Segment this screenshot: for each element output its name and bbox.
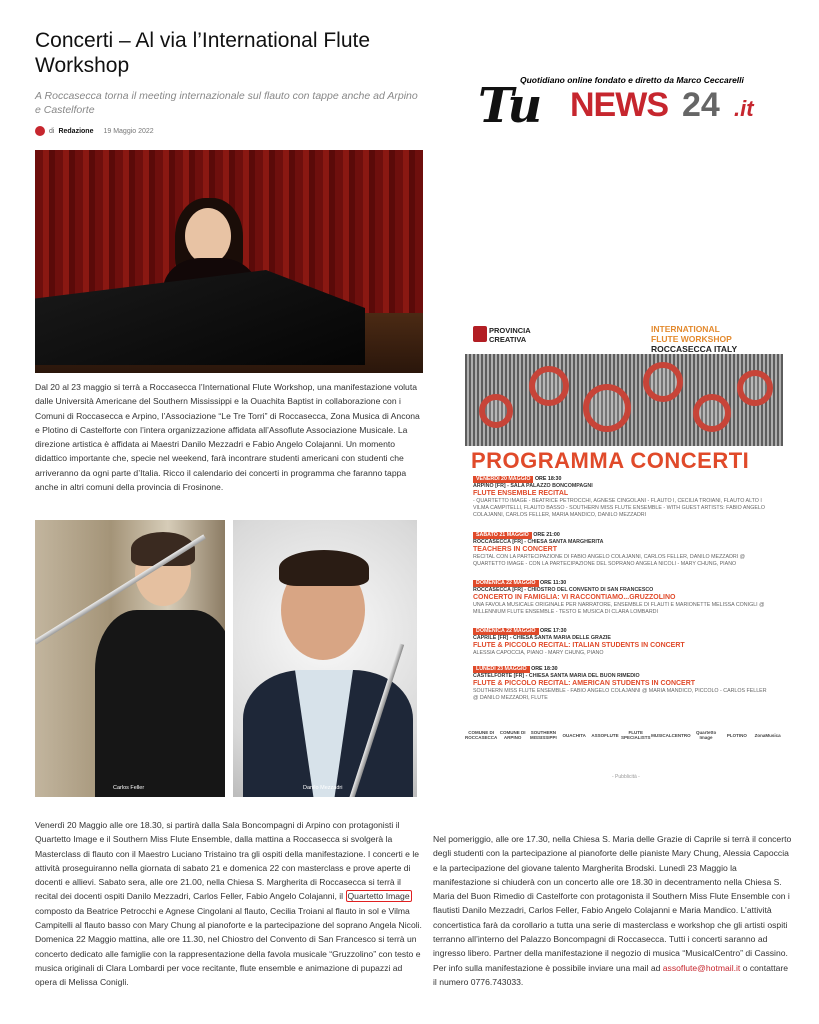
event-title: FLUTE ENSEMBLE RECITAL <box>473 489 569 497</box>
photo-piano <box>35 270 365 365</box>
poster-org: PROVINCIA CREATIVA <box>489 326 531 344</box>
advertising-label: - Pubblicità - <box>612 774 640 780</box>
poster-event-title: INTERNATIONAL FLUTE WORKSHOP <box>651 324 732 344</box>
event-location: CAPRILE [FR] - CHIESA SANTA MARIA DELLE GRAZIE <box>473 634 611 641</box>
site-logo[interactable] <box>478 72 778 132</box>
poster-event <box>473 580 773 616</box>
logo-tagline <box>520 75 744 85</box>
event-location: CASTELFORTE [FR] - CHIESA SANTA MARIA DEL BUON RIMEDIO <box>473 672 640 679</box>
sponsor-logo: SOUTHERN MISSISSIPPI <box>530 730 557 740</box>
left-text-a: Venerdì 20 Maggio alle ore 18.30, si partirà dalla Sala Boncompagni di Arpino con protagonisti il Quartetto Image e il Southern Miss Flute Ensemble, dalla mattina a Roccasecca si svolgerà la Masterclass di flauto con il Maestro Luciano Tristaino tra gli ospiti della manifestazione. I concerti e le attività proseguiranno nella giornata di sabato 21 e domenica 22 con masterclass e prove aperte di docenti e allievi. Sabato sera, alle ore 21.00, nella Chiesa S. Margherita di Roccasecca si terrà il recital dei docenti ospiti Danilo Mezzadri, Carlos Feller, Fabio Angelo Colajanni, il <box>35 820 420 902</box>
event-details: RECITAL CON LA PARTECIPAZIONE DI FABIO ANGELO COLAJANNI, CARLOS FELLER, DANILO MEZZADRI @ QUARTETTO IMAGE - CON LA PARTECIPAZIONE DEL SOPRANO ANGELA NICOLI - MARY CHUNG, PIANO <box>473 554 746 567</box>
right-text-b: o contattare il numero 0776.743033. <box>433 962 789 987</box>
event-time: ORE 21:00 <box>533 532 560 538</box>
email-link[interactable]: assoflute@hotmail.it <box>662 962 741 973</box>
event-title: FLUTE & PICCOLO RECITAL: AMERICAN STUDENTS IN CONCERT <box>473 679 696 687</box>
concert-program-poster <box>465 320 783 764</box>
logo-24: 24 <box>682 86 720 124</box>
photo-danilo-mezzadri <box>233 520 417 797</box>
dm-hair <box>279 550 369 586</box>
event-details: ALESSIA CAPOCCIA, PIANO - MARY CHUNG, PIANO <box>473 650 604 657</box>
event-time: ORE 18:30 <box>534 476 562 482</box>
art-ring <box>583 384 631 432</box>
sponsor-logo: MUSICALCENTRO <box>651 732 691 738</box>
intro-paragraph: Dal 20 al 23 maggio si terrà a Roccasecca l’International Flute Workshop, una manifestazione voluta dalle Università Americane del Southern Mississippi e la Ouachita Baptist in collaborazione con i Comuni di Roccasecca e Arpino, l’Associazione “Le Tre Torri” di Roccasecca, Zona Musica di Ancona e Plotino di Castelforte con l’intera organizzazione affidata all’Assoflute Associazione Musicale. La direzione artistica è affidata ai Maestri Danilo Mezzadri e Fabio Angelo Colajanni. Un momento didattico importante che, specie nel weekend, farà incontrare studenti americani con studenti che arriveranno da ogni parte d’Italia. Ricco il calendario dei concerti in programma che faranno tappa anche in altri comuni della provincia di Frosinone. <box>35 382 420 493</box>
art-ring <box>479 394 513 428</box>
provincia-creativa-icon <box>473 326 487 342</box>
sponsor-logo: FLUTE SPECIALISTS <box>621 730 651 740</box>
publish-date: 19 Maggio 2022 <box>103 127 154 135</box>
byline <box>35 126 154 136</box>
art-ring <box>643 362 683 402</box>
logo-tu: Tu <box>478 78 541 134</box>
poster-place: ROCCASECCA ITALY <box>651 344 738 354</box>
sponsor-logos <box>465 712 783 758</box>
event-time: ORE 17:30 <box>540 628 567 634</box>
body-paragraph-right <box>433 832 793 989</box>
caption-danilo-mezzadri: Danilo Mezzadri <box>303 785 343 791</box>
photo-face <box>185 208 231 264</box>
cf-body <box>95 610 225 797</box>
sponsor-logo: ASSOFLUTE <box>591 732 619 738</box>
sponsor-logo: COMUNE DI ARPINO <box>499 730 526 740</box>
event-day: LUNEDÌ 23 MAGGIO <box>473 666 530 673</box>
event-day: SABATO 21 MAGGIO <box>473 532 532 539</box>
event-day: DOMENICA 22 MAGGIO <box>473 628 539 635</box>
left-text-b: composto da Beatrice Petrocchi e Agnese Cingolani al flauto, Cecilia Troiani al flauto in sol e Vilma Campitelli al flauto basso con Mary Chung al pianoforte e la partecipazione del soprano Angela Nicoli. Domenica 22 Maggio mattina, alle ore 11.30, nel Chiostro del Convento di San Francesco si terrà un concerto dedicato alle famiglie con la rappresentazione della favola musicale “Gruzzolino” con testo e musica originali di Clara Lombardi per voce recitante, flute ensemble e animazione di pupazzi ad opera di Melissa Conigli. <box>35 905 422 988</box>
sponsor-logo: Quartetto Image <box>695 730 717 740</box>
event-location: ROCCASECCA [FR] - CHIESA SANTA MARGHERITA <box>473 538 604 545</box>
event-location: ROCCASECCA [FR] - CHIOSTRO DEL CONVENTO DI SAN FRANCESCO <box>473 586 654 593</box>
tagline-founder: Marco Ceccarelli <box>676 75 744 85</box>
sponsor-logo: COMUNE DI ROCCASECCA <box>465 730 498 740</box>
photo-carlos-feller <box>35 520 225 797</box>
logo-it: .it <box>734 96 754 121</box>
poster-event <box>473 476 773 518</box>
event-details: SOUTHERN MISS FLUTE ENSEMBLE - FABIO ANGELO COLAJANNI @ MARIA MANDICO, PICCOLO - CARLOS FELLER @ DANILO MEZZADRI, FLUTE <box>473 688 767 701</box>
event-details: UNA FAVOLA MUSICALE ORIGINALE PER NARRATORE, ENSEMBLE DI FLAUTI E MARIONETTE MELISSA CONIGLI @ MILLENNIUM FLUTE ENSEMBLE - TESTO E MUSICA DI CLARA LOMBARDI <box>473 602 765 615</box>
event-location: ARPINO [FR] - SALA PALAZZO BONCOMPAGNI <box>473 482 593 489</box>
poster-flute-art <box>465 354 783 446</box>
poster-event <box>473 628 773 657</box>
body-paragraph-left <box>35 818 425 990</box>
art-ring <box>529 366 569 406</box>
right-text-a: Nel pomeriggio, alle ore 17.30, nella Chiesa S. Maria delle Grazie di Caprile si terrà il concerto degli studenti con la partecipazione al pianoforte delle pianiste Mary Chung, Alessia Capoccia e la partecipazione del giovane talento Margherita Brodski. Lunedì 23 Maggio la manifestazione si chiuderà con un concerto alle ore 18.30 in decentramento nella Chiesa S. Maria del Buon Rimedio di Castelforte con protagonista il Southern Miss Flute Ensemble con i flautisti Danilo Mezzadri, Carlos Feller, Fabio Angelo Colajanni e Maria Mandico. L’attività concertistica farà da corollario a tutta una serie di masterclass e workshop che gli artisti ospiti terranno all’interno del Palazzo Boncompagni di Roccasecca. Tutti i concerti saranno ad ingresso libero. Partner della manifestazione il negozio di musica “MusicalCentro” di Cassino. Per info sulla manifestazione è possibile inviare una mail ad <box>433 834 792 973</box>
article-subtitle: A Roccasecca torna il meeting internazionale sul flauto con tappe anche ad Arpino e Castelforte <box>35 90 418 116</box>
poster-event <box>473 666 773 702</box>
sponsor-logo: ZonaMusica <box>754 732 781 738</box>
caption-carlos-feller: Carlos Feller <box>113 785 145 791</box>
author-avatar[interactable] <box>35 126 45 136</box>
poster-event <box>473 532 773 568</box>
event-time: ORE 11:30 <box>540 580 567 586</box>
tagline-text: Quotidiano online fondato e diretto da <box>520 75 674 85</box>
art-ring <box>693 394 731 432</box>
by-prefix: di <box>49 127 55 135</box>
event-time: ORE 18:30 <box>531 666 558 672</box>
event-title: FLUTE & PICCOLO RECITAL: ITALIAN STUDENTS IN CONCERT <box>473 641 685 649</box>
main-photo-pianist <box>35 150 423 373</box>
poster-program-heading: PROGRAMMA CONCERTI <box>471 448 750 473</box>
event-day: VENERDÌ 20 MAGGIO <box>473 476 533 483</box>
event-title: CONCERTO IN FAMIGLIA: VI RACCONTIAMO...GRUZZOLINO <box>473 593 676 601</box>
article-title: Concerti – Al via l’International Flute Workshop <box>35 29 371 77</box>
event-day: DOMENICA 22 MAGGIO <box>473 580 539 587</box>
art-ring <box>737 370 773 406</box>
author-link[interactable]: Redazione <box>58 127 94 135</box>
logo-news: NEWS <box>570 86 668 124</box>
sponsor-logo: PLOTINO <box>726 732 747 738</box>
event-details: - QUARTETTO IMAGE - BEATRICE PETROCCHI, AGNESE CINGOLANI - FLAUTO I, CECILIA TROIANI, FLAUTO ALTO I VILMA CAMPITELLI, FLAUTO BASSO - SOUTHERN MISS FLUTE ENSEMBLE - WITH GUEST ARTISTS: FABIO ANGELO COLAJANNI, CARLOS FELLER, MARIA MANDICO, DANILO MEZZADRI <box>473 498 765 518</box>
quartetto-image-link[interactable]: Quartetto Image <box>347 891 410 902</box>
event-title: TEACHERS IN CONCERT <box>473 545 558 553</box>
sponsor-logo: OUACHITA <box>562 732 586 738</box>
